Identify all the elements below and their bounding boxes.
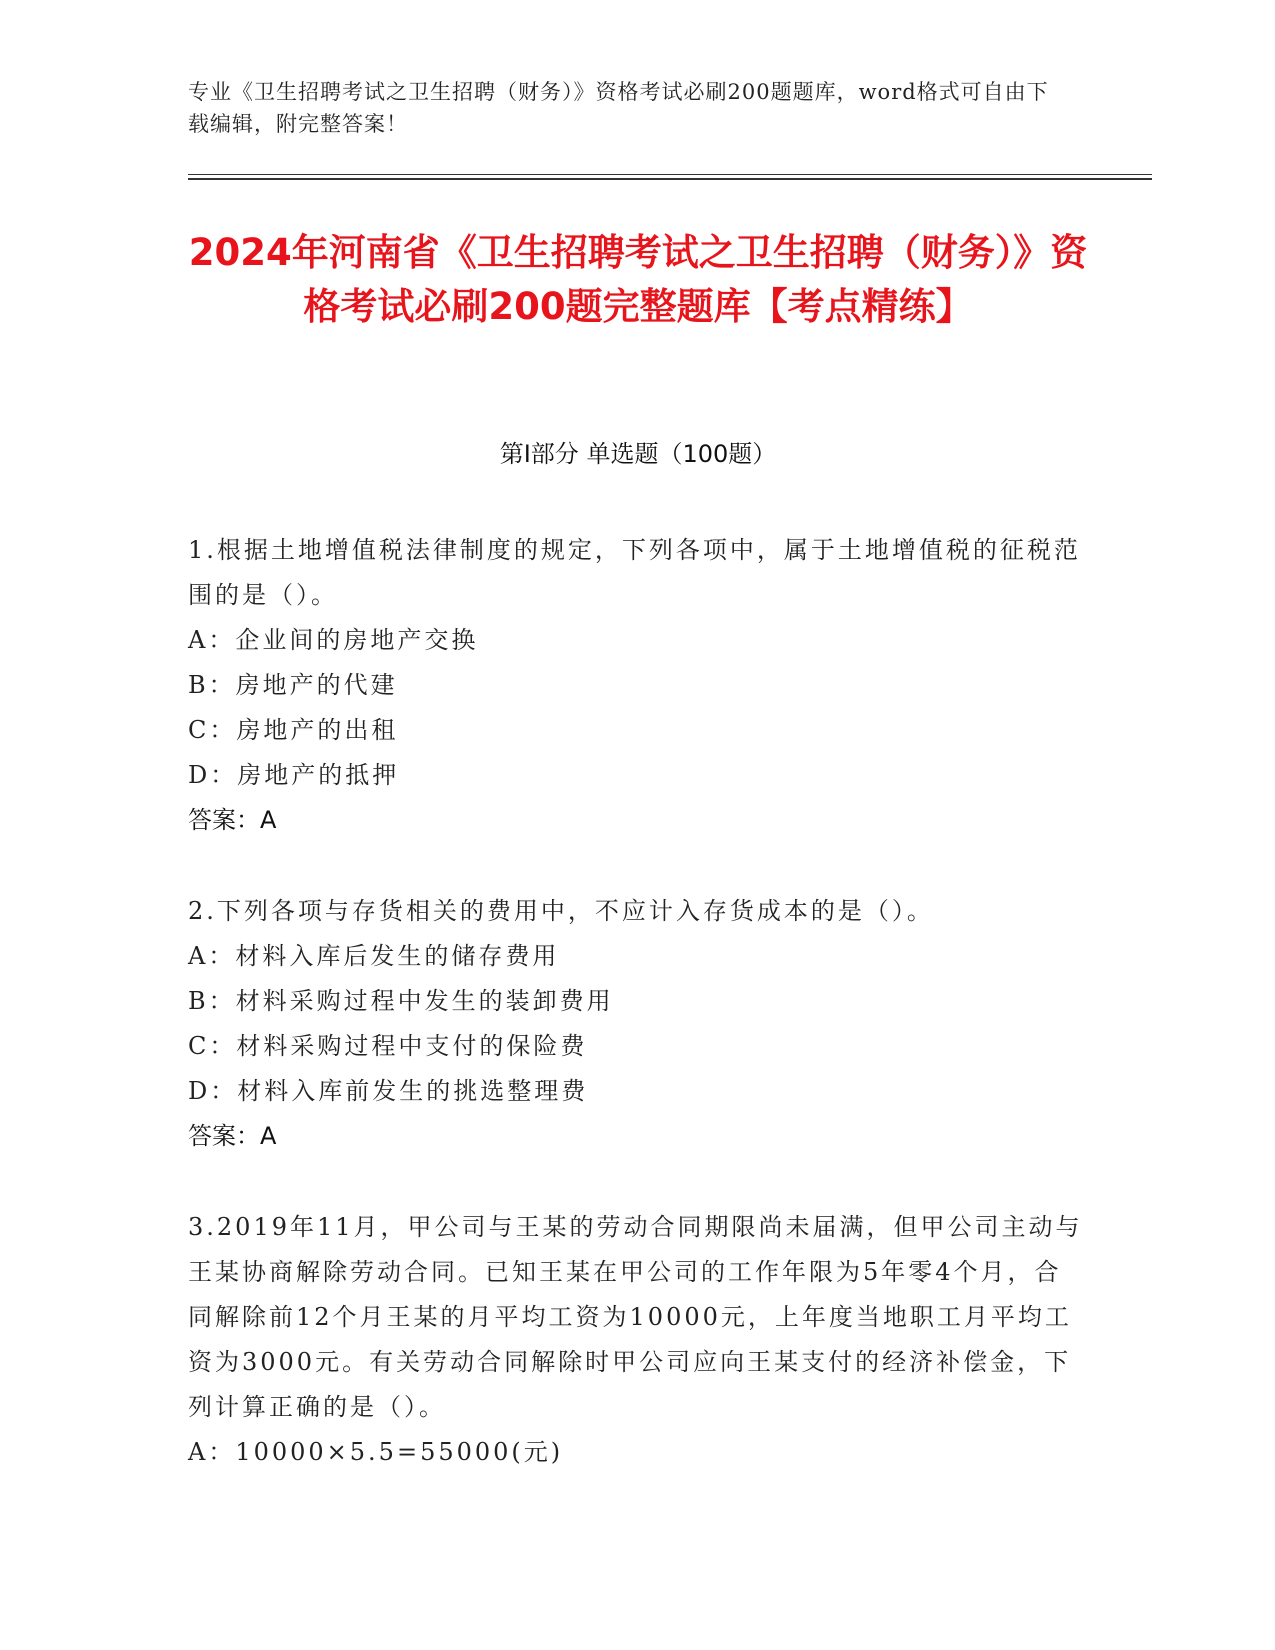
header-divider-thin [188,174,1152,175]
option-a: A：10000×5.5=55000(元) [188,1438,564,1466]
question-stem: 2.下列各项与存货相关的费用中，不应计入存货成本的是（）。 [188,897,934,925]
header-note: 专业《卫生招聘考试之卫生招聘（财务）》资格考试必刷200题题库，word格式可自由下载编辑，附完整答案！ [188,80,1049,136]
option-b: B：材料采购过程中发生的装卸费用 [188,987,614,1015]
header-divider-thick [188,178,1152,180]
question-3 [188,1205,1088,1475]
question-2 [188,889,1088,1159]
section-title: 第Ⅰ部分 单选题（100题） [499,440,777,468]
question-1 [188,528,1088,843]
option-d: D：房地产的抵押 [188,761,400,789]
document-title: 2024年河南省《卫生招聘考试之卫生招聘（财务）》资格考试必刷200题完整题库【考点精练】 [188,231,1088,328]
question-list [188,528,1088,1521]
question-stem: 1.根据土地增值税法律制度的规定，下列各项中，属于土地增值税的征税范围的是（）。 [188,536,1081,609]
answer: 答案：A [188,806,277,834]
answer: 答案：A [188,1122,277,1150]
option-a: A：材料入库后发生的储存费用 [188,942,560,970]
question-stem: 3.2019年11月，甲公司与王某的劳动合同期限尚未届满，但甲公司主动与王某协商解除劳动合同。已知王某在甲公司的工作年限为5年零4个月，合同解除前12个月王某的月平均工资为10000元，上年度当地职工月平均工资为3000元。有关劳动合同解除时甲公司应向王某支付的经济补偿金，下列计算正确的是（）。 [188,1213,1083,1421]
option-c: C：房地产的出租 [188,716,399,744]
option-c: C：材料采购过程中支付的保险费 [188,1032,588,1060]
option-d: D：材料入库前发生的挑选整理费 [188,1077,589,1105]
option-b: B：房地产的代建 [188,671,398,699]
option-a: A：企业间的房地产交换 [188,626,479,654]
